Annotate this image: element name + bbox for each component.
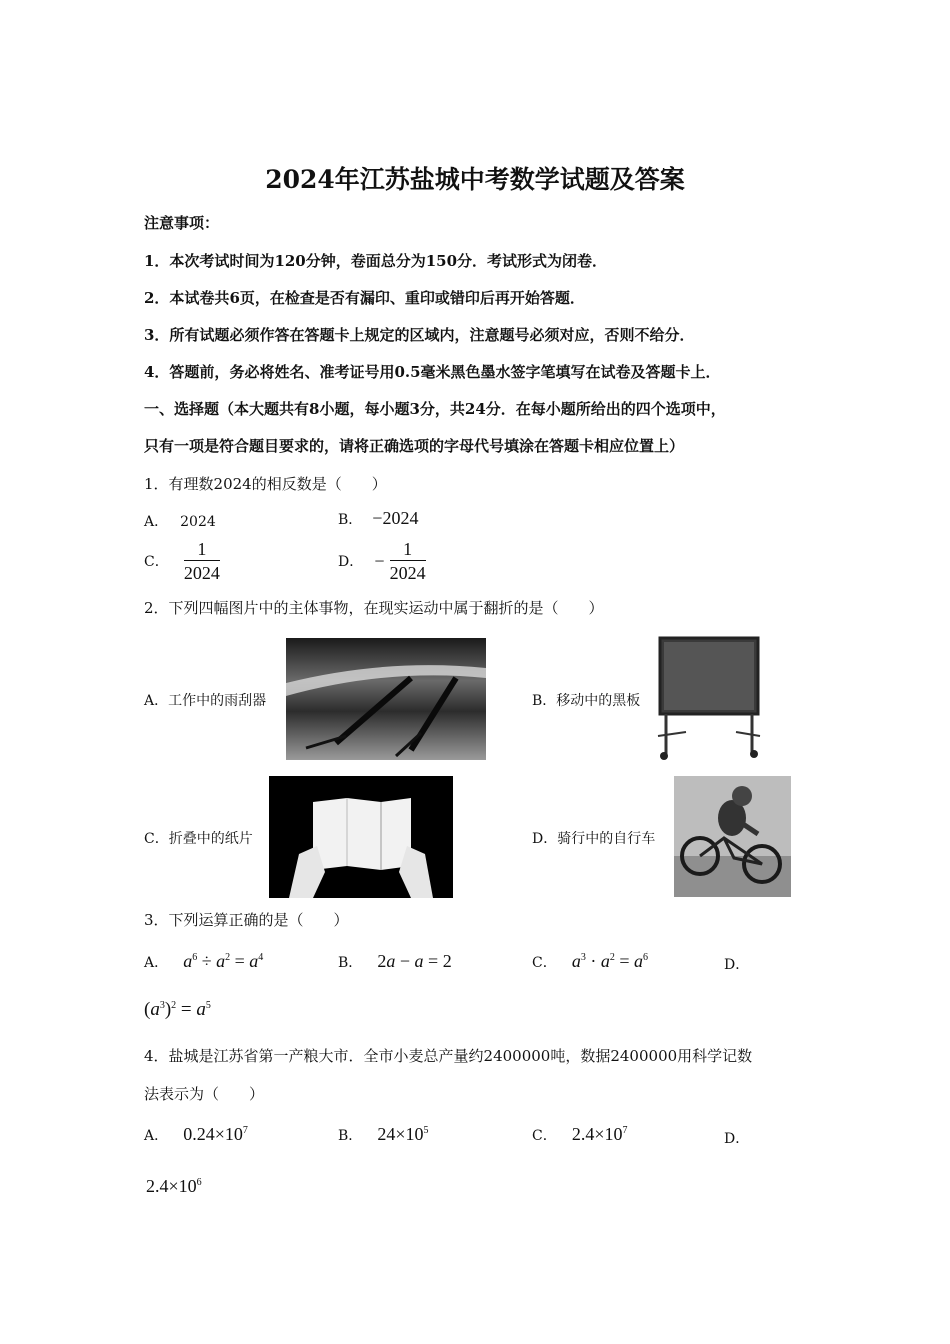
- mantissa: 2.4×10: [571, 1124, 623, 1144]
- option-label: A．: [144, 955, 169, 971]
- operator: ÷: [197, 951, 217, 971]
- expression: [183, 951, 263, 971]
- q4-option-d-label: D．: [724, 1131, 750, 1147]
- mantissa: 2.4×10: [146, 1176, 197, 1196]
- expression: [572, 1124, 628, 1144]
- q1-option-c: [144, 538, 220, 585]
- exp: 2: [171, 1000, 177, 1011]
- page-title: 2024年江苏盐城中考数学试题及答案: [265, 165, 685, 194]
- question-4-stem-cont: 法表示为（ ）: [144, 1085, 265, 1103]
- coef: 2: [377, 951, 387, 971]
- exp: 4: [258, 952, 264, 963]
- var: a: [150, 999, 160, 1020]
- wiper-image: [286, 638, 486, 760]
- numerator: 1: [184, 538, 220, 561]
- var: a: [571, 951, 581, 971]
- exp: 7: [622, 1125, 628, 1136]
- bicycle-image: [674, 776, 791, 897]
- question-2-stem: 2．下列四幅图片中的主体事物，在现实运动中属于翻折的是（ ）: [144, 599, 604, 617]
- q1-option-b: [338, 508, 418, 529]
- option-label: B．: [338, 955, 363, 971]
- expression: [377, 1124, 428, 1144]
- folded-paper-image: [269, 776, 453, 898]
- result: 2: [442, 951, 452, 971]
- question-3-stem: 3．下列运算正确的是（ ）: [144, 911, 349, 929]
- q2-option-a-label: A．工作中的雨刮器: [144, 693, 267, 709]
- q4-option-b: [338, 1124, 429, 1145]
- option-label: A．: [144, 1128, 169, 1144]
- paren: (: [144, 999, 151, 1020]
- var: a: [216, 951, 226, 971]
- operator: −: [395, 951, 415, 971]
- expression: [183, 1124, 248, 1144]
- minus-sign: −: [374, 551, 385, 571]
- option-label: C．: [532, 1128, 557, 1144]
- q2-option-c-label: C．折叠中的纸片: [144, 831, 253, 847]
- q1-option-d: [338, 538, 426, 585]
- var: a: [414, 951, 424, 971]
- fraction: [184, 538, 220, 585]
- option-label: C．: [144, 554, 169, 570]
- q3-option-c: [532, 951, 648, 972]
- question-1-stem: 1．有理数2024的相反数是（ ）: [144, 475, 387, 493]
- equals: =: [614, 951, 634, 971]
- expression: [572, 951, 648, 971]
- q2-option-b-label: B．移动中的黑板: [532, 693, 641, 709]
- option-label: B．: [338, 512, 363, 528]
- denominator: 2024: [183, 563, 220, 583]
- var: a: [196, 999, 206, 1020]
- notice-item: 3．所有试题必须作答在答题卡上规定的区域内，注意题号必须对应，否则不给分．: [144, 326, 695, 344]
- exp: 3: [159, 1000, 165, 1011]
- operator: ·: [585, 951, 601, 971]
- fraction: [390, 538, 426, 585]
- var: a: [386, 951, 396, 971]
- equals: =: [230, 951, 250, 971]
- option-label: D．: [338, 554, 364, 570]
- q3-option-a: [144, 951, 263, 972]
- blackboard-image: [656, 634, 762, 764]
- section-heading: 一、选择题（本大题共有8小题，每小题3分，共24分．在每小题所给出的四个选项中，: [144, 400, 726, 418]
- expression: [377, 951, 451, 971]
- option-label: B．: [338, 1128, 363, 1144]
- notice-item: 2．本试卷共6页，在检查是否有漏印、重印或错印后再开始答题．: [144, 289, 585, 307]
- q2-option-d-label: D．骑行中的自行车: [532, 831, 656, 847]
- q3-option-b: [338, 951, 452, 972]
- exp: 6: [192, 952, 198, 963]
- exp: 6: [196, 1177, 202, 1188]
- notice-item: 4．答题前，务必将姓名、准考证号用0.5毫米黑色墨水签字笔填写在试卷及答题卡上．: [144, 363, 721, 381]
- exp: 7: [242, 1125, 248, 1136]
- q1-option-a: [144, 511, 216, 531]
- q4-option-a: [144, 1124, 248, 1145]
- option-label: A．: [144, 514, 169, 530]
- notice-heading: 注意事项：: [144, 214, 220, 232]
- numerator: 1: [390, 538, 426, 561]
- notice-item: 1．本次考试时间为120分钟，卷面总分为150分．考试形式为闭卷．: [144, 252, 608, 270]
- var: a: [183, 951, 193, 971]
- var: a: [600, 951, 610, 971]
- section-heading-cont: 只有一项是符合题目要求的，请将正确选项的字母代号填涂在答题卡相应位置上）: [144, 437, 685, 455]
- q3-option-d-label: D．: [724, 957, 750, 973]
- option-label: C．: [532, 955, 557, 971]
- q4-option-d-expression: [146, 1176, 202, 1197]
- mantissa: 0.24×10: [183, 1124, 243, 1144]
- exp: 6: [642, 952, 648, 963]
- q3-option-d-expression: [144, 999, 211, 1021]
- option-value: −2024: [372, 508, 419, 528]
- exp: 2: [609, 952, 615, 963]
- equals: =: [423, 951, 443, 971]
- var: a: [633, 951, 643, 971]
- exp: 3: [580, 952, 586, 963]
- var: a: [249, 951, 259, 971]
- option-value: 2024: [180, 514, 216, 530]
- exp: 5: [205, 1000, 211, 1011]
- q4-option-c: [532, 1124, 627, 1145]
- exp: 5: [423, 1125, 429, 1136]
- exp: 2: [225, 952, 231, 963]
- mantissa: 24×10: [377, 1124, 424, 1144]
- paren: ): [164, 999, 172, 1020]
- equals: =: [176, 999, 197, 1020]
- denominator: 2024: [389, 563, 426, 583]
- question-4-stem: 4．盐城是江苏省第一产粮大市．全市小麦总产量约2400000吨，数据2400000用科学记数: [144, 1047, 753, 1065]
